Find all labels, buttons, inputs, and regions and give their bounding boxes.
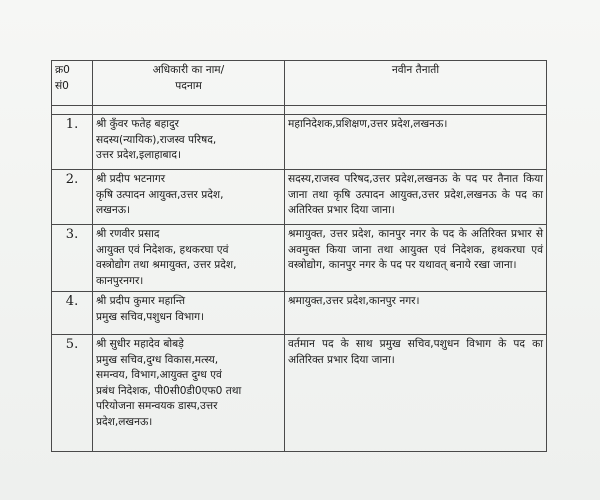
row-number: 1. xyxy=(52,115,93,170)
officer-cell: श्री प्रदीप कुमार महान्ति प्रमुख सचिव,पशुधन विभाग। xyxy=(93,292,285,335)
table-row xyxy=(52,335,547,452)
row-number: 2. xyxy=(52,170,93,225)
table-header-row xyxy=(52,61,547,106)
officer-cell: श्री कुँवर फतेह बहादुर सदस्य(न्यायिक),राजस्व परिषद, उत्तर प्रदेश,इलाहाबाद। xyxy=(93,115,285,170)
table-row xyxy=(52,292,547,335)
row-number: 3. xyxy=(52,225,93,292)
spacer-row xyxy=(52,106,547,115)
posting-cell: श्रमायुक्त,उत्तर प्रदेश,कानपुर नगर। xyxy=(285,292,547,335)
posting-cell: श्रमायुक्त, उत्तर प्रदेश, कानपुर नगर के पद के अतिरिक्त प्रभार से अवमुक्त किया जाना तथा आयुक्त एवं निदेशक, हथकरघा एवं वस्त्रोद्योग, कानपुर नगर के पद पर यथावत् बनाये रखा जाना। xyxy=(285,225,547,292)
officer-cell: श्री रणवीर प्रसाद आयुक्त एवं निदेशक, हथकरघा एवं वस्त्रोद्योग तथा श्रमायुक्त, उत्तर प्रदेश, कानपुरनगर। xyxy=(93,225,285,292)
table-row xyxy=(52,115,547,170)
row-number: 5. xyxy=(52,335,93,452)
officer-cell: श्री सुधीर महादेव बोबडे़ प्रमुख सचिव,दुग्ध विकास,मत्स्य, समन्वय, विभाग,आयुक्त दुग्ध एवं प्रबंध निदेशक, पी0सी0डी0एफ0 तथा परियोजना समन्वयक डास्प,उत्तर प्रदेश,लखनऊ। xyxy=(93,335,285,452)
table-row xyxy=(52,225,547,292)
row-number: 4. xyxy=(52,292,93,335)
posting-cell: महानिदेशक,प्रशिक्षण,उत्तर प्रदेश,लखनऊ। xyxy=(285,115,547,170)
posting-cell: वर्तमान पद के साथ प्रमुख सचिव,पशुधन विभाग के पद का अतिरिक्त प्रभार दिया जाना। xyxy=(285,335,547,452)
header-serial: क्र0 सं0 xyxy=(52,61,93,106)
table-row xyxy=(52,170,547,225)
posting-cell: सदस्य,राजस्व परिषद,उत्तर प्रदेश,लखनऊ के पद पर तैनात किया जाना तथा कृषि उत्पादन आयुक्त,उत्तर प्रदेश,लखनऊ के पद का अतिरिक्त प्रभार दिया जाना। xyxy=(285,170,547,225)
officer-cell: श्री प्रदीप भटनागर कृषि उत्पादन आयुक्त,उत्तर प्रदेश, लखनऊ। xyxy=(93,170,285,225)
posting-table xyxy=(51,60,547,452)
header-officer: अधिकारी का नाम/ पदनाम xyxy=(93,61,285,106)
header-posting: नवीन तैनाती xyxy=(285,61,547,106)
